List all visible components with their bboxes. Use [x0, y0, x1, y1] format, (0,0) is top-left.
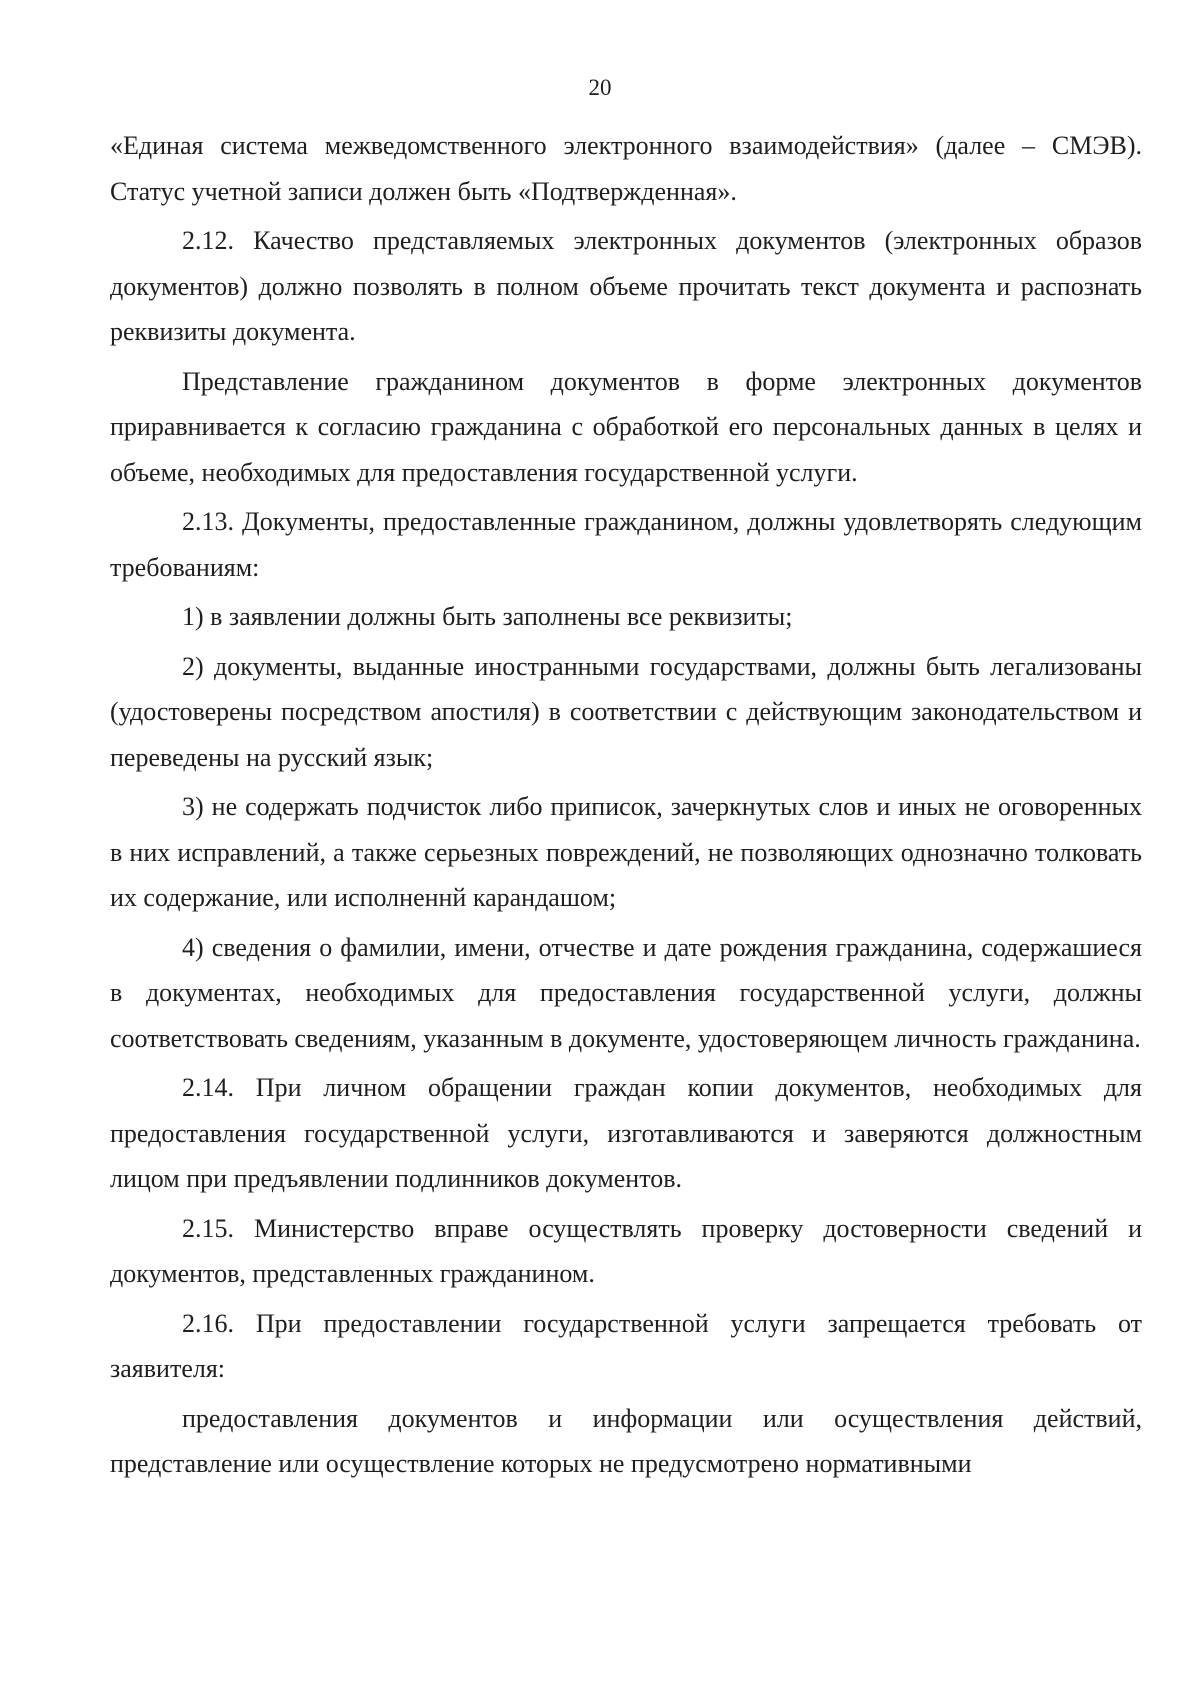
paragraph-smev-continuation: «Единая система межведомственного электронного взаимодействия» (далее – СМЭВ). Статус учетной записи должен быть «Подтвержденная».	[110, 131, 1142, 206]
list-item-2: 2) документы, выданные иностранными государствами, должны быть легализованы (удостоверены посредством апостиля) в соответствии с действующим законодательством и переведены на русский язык;	[110, 651, 1142, 772]
list-item-3: 3) не содержать подчисток либо приписок, зачеркнутых слов и иных не оговоренных в них исправлений, а также серьезных повреждений, не позволяющих однозначно толковать их содержание, или исполненнй карандашом;	[110, 792, 1142, 912]
list-item-4: 4) сведения о фамилии, имени, отчестве и дате рождения гражданина, содержашиеся в документах, необходимых для предоставления государственной услуги, должны соответствовать сведениям, указанным в документе, удостоверяющем личность гражданина.	[110, 932, 1142, 1053]
page-number: 20	[588, 75, 612, 100]
paragraph-2-12: 2.12. Качество представляемых электронных документов (электронных образов документов) должно позволять в полном объеме прочитать текст документа и распознать реквизиты документа.	[110, 226, 1142, 346]
paragraph-2-14: 2.14. При личном обращении граждан копии документов, необходимых для предоставления государственной услуги, изготавливаются и заверяются должностным лицом при предъявлении подлинников документов.	[110, 1073, 1142, 1193]
paragraph-2-16: 2.16. При предоставлении государственной услуги запрещается требовать от заявителя:	[110, 1308, 1142, 1383]
paragraph-2-13: 2.13. Документы, предоставленные гражданином, должны удовлетворять следующим требованиям:	[110, 507, 1142, 582]
document-body	[110, 123, 1142, 1487]
paragraph-2-15: 2.15. Министерство вправе осуществлять проверку достоверности сведений и документов, представленных гражданином.	[110, 1213, 1142, 1288]
list-item-1: 1) в заявлении должны быть заполнены все реквизиты;	[182, 602, 793, 631]
paragraph-consent: Представление гражданином документов в форме электронных документов приравнивается к согласию гражданина с обработкой его персональных данных в целях и объеме, необходимых для предоставления государственной услуги.	[110, 366, 1142, 487]
paragraph-prohibited-requirements: предоставления документов и информации или осуществления действий, представление или осуществление которых не предусмотрено нормативными	[110, 1403, 1142, 1478]
